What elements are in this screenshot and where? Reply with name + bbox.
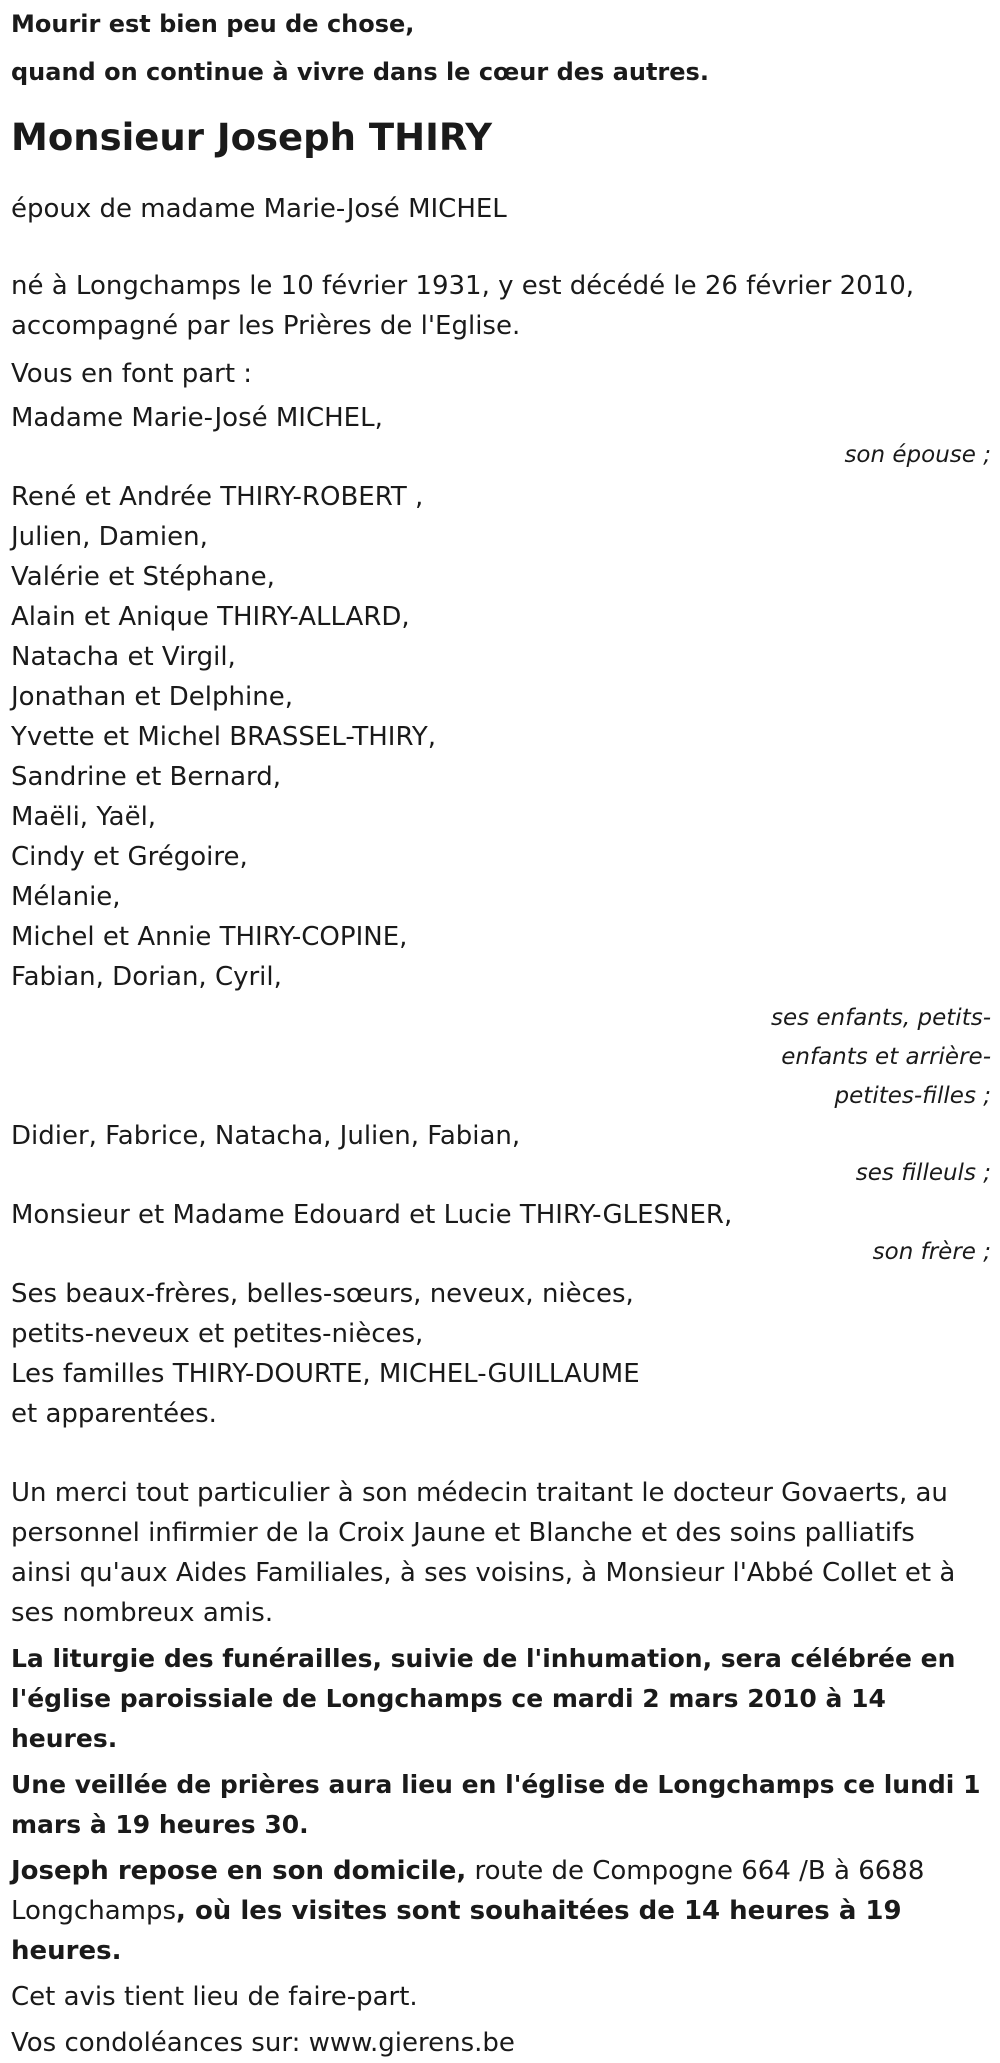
condolences-line: Vos condoléances sur: www.gierens.be: [11, 2028, 515, 2058]
thanks-line: personnel infirmier de la Croix Jaune et Blanche et des soins palliatifs: [11, 1518, 915, 1548]
notice-line: Cet avis tient lieu de faire-part.: [11, 1982, 418, 2012]
liturgy-paragraph: [11, 1639, 991, 1759]
brother-role: son frère ;: [872, 1239, 991, 1265]
role-line: ses enfants, petits-: [770, 1005, 991, 1031]
list-item: Fabian, Dorian, Cyril,: [11, 962, 282, 992]
birth-line: accompagné par les Prières de l'Eglise.: [11, 311, 521, 341]
godchildren-role: ses filleuls ;: [855, 1160, 991, 1186]
list-item: Alain et Anique THIRY-ALLARD,: [11, 602, 410, 632]
list-item: Mélanie,: [11, 882, 121, 912]
thanks-paragraph: [11, 1473, 991, 1633]
list-item: Jonathan et Delphine,: [11, 682, 293, 712]
thanks-line: ses nombreux amis.: [11, 1598, 274, 1628]
vigil-line: mars à 19 heures 30.: [11, 1810, 309, 1839]
rest-address-text: route de Compogne 664 /B à 6688: [466, 1856, 925, 1886]
list-item: Julien, Damien,: [11, 522, 208, 552]
announce-line: Vous en font part :: [11, 359, 253, 389]
godchildren-entry: [11, 1118, 991, 1193]
list-item: Ses beaux-frères, belles-sœurs, neveux, nièces,: [11, 1279, 634, 1309]
list-item: René et Andrée THIRY-ROBERT ,: [11, 482, 424, 512]
liturgy-line: l'église paroissiale de Longchamps ce mardi 2 mars 2010 à 14 heures.: [11, 1684, 886, 1753]
thanks-line: Un merci tout particulier à son médecin traitant le docteur Govaerts, au: [11, 1478, 948, 1508]
rest-bold-text: Joseph repose en son domicile,: [11, 1856, 467, 1886]
thanks-line: ainsi qu'aux Aides Familiales, à ses voisins, à Monsieur l'Abbé Collet et à: [11, 1558, 956, 1588]
list-item: et apparentées.: [11, 1399, 217, 1429]
list-item: Natacha et Virgil,: [11, 642, 236, 672]
role-line: petites-filles ;: [834, 1083, 991, 1109]
role-line: enfants et arrière-: [781, 1044, 991, 1070]
rest-line: [11, 1891, 991, 1971]
epigraph-line: Mourir est bien peu de chose,: [11, 10, 415, 38]
list-item: petits-neveux et petites-nièces,: [11, 1319, 424, 1349]
rest-visits-text: , où les visites sont souhaitées de 14 heures à 19 heures.: [11, 1896, 902, 1966]
epigraph-line: quand on continue à vivre dans le cœur des autres.: [11, 58, 709, 86]
brother-entry: [11, 1197, 991, 1272]
wife-name: Madame Marie-José MICHEL,: [11, 403, 383, 433]
brother-names: Monsieur et Madame Edouard et Lucie THIRY-GLESNER,: [11, 1200, 733, 1230]
rest-line: [11, 1851, 991, 1891]
birth-line: né à Longchamps le 10 février 1931, y est décédé le 26 février 2010,: [11, 271, 915, 301]
birth-death-info: [11, 266, 991, 346]
wife-entry: [11, 400, 991, 475]
list-item: Sandrine et Bernard,: [11, 762, 282, 792]
children-role: [11, 999, 991, 1116]
epigraph: [11, 0, 991, 96]
list-item: Les familles THIRY-DOURTE, MICHEL-GUILLAUME: [11, 1359, 640, 1389]
rest-town-text: Longchamps: [11, 1896, 177, 1926]
obituary-document: [11, 0, 991, 2063]
deceased-name: Monsieur Joseph THIRY: [11, 116, 493, 159]
godchildren-names: Didier, Fabrice, Natacha, Julien, Fabian,: [11, 1121, 521, 1151]
list-item: Cindy et Grégoire,: [11, 842, 248, 872]
wife-role: son épouse ;: [844, 442, 991, 468]
children-list: [11, 477, 991, 997]
list-item: Yvette et Michel BRASSEL-THIRY,: [11, 722, 437, 752]
list-item: Valérie et Stéphane,: [11, 562, 275, 592]
vigil-line: Une veillée de prières aura lieu en l'église de Longchamps ce lundi 1: [11, 1770, 981, 1799]
list-item: Maëli, Yaël,: [11, 802, 157, 832]
extended-family: [11, 1274, 991, 1434]
list-item: Michel et Annie THIRY-COPINE,: [11, 922, 408, 952]
vigil-paragraph: [11, 1765, 991, 1845]
liturgy-line: La liturgie des funérailles, suivie de l'inhumation, sera célébrée en: [11, 1644, 956, 1673]
rest-paragraph: [11, 1851, 991, 1971]
spouse-line: époux de madame Marie-José MICHEL: [11, 194, 507, 224]
